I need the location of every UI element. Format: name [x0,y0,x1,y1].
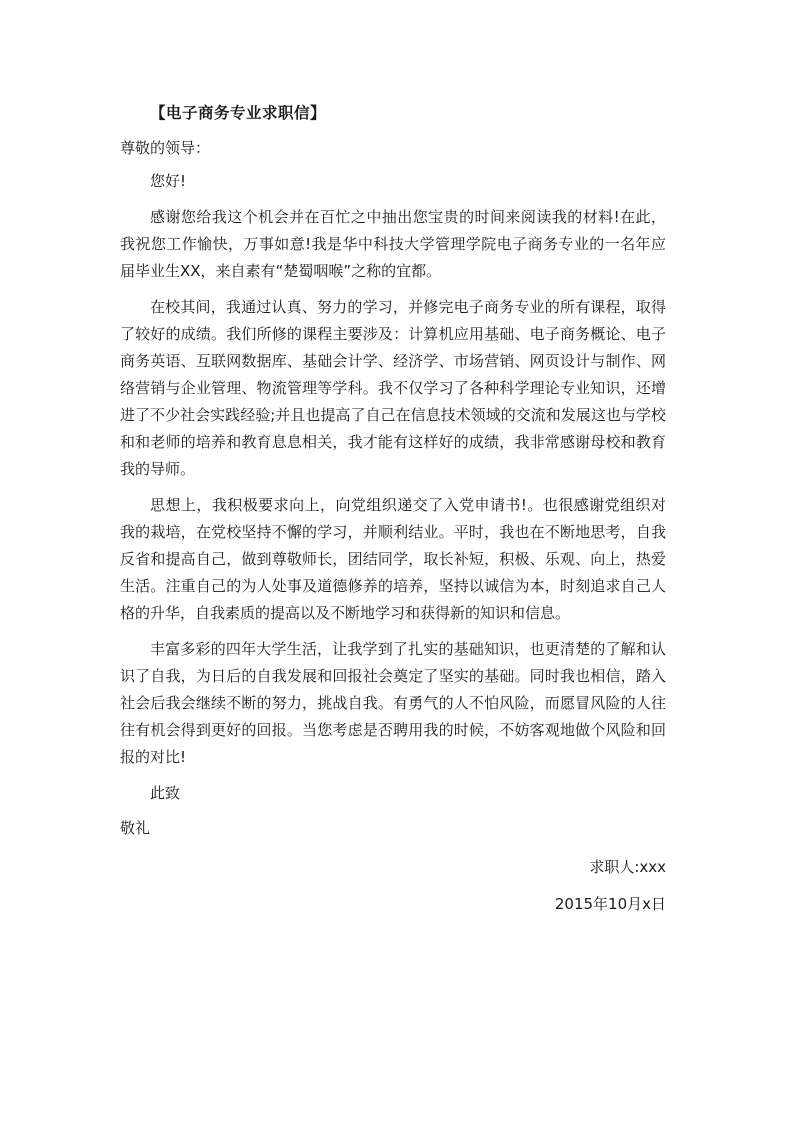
letter-page [120,100,666,928]
body-paragraph-3: 思想上，我积极要求向上，向党组织递交了入党申请书!。也很感谢党组织对我的栽培，在党校坚持不懈的学习，并顺利结业。平时，我也在不断地思考，自我反省和提高自己，做到尊敬师长，团结同学，取长补短，积极、乐观、向上，热爱生活。注重自己的为人处事及道德修养的培养，坚持以诚信为本，时刻追求自己人格的升华，自我素质的提高以及不断地学习和获得新的知识和信息。 [120,496,666,622]
closing: 此致 [150,784,181,802]
body-paragraph-2: 在校其间，我通过认真、努力的学习，并修完电子商务专业的所有课程，取得了较好的成绩。我们所修的课程主要涉及：计算机应用基础、电子商务概论、电子商务英语、互联网数据库、基础会计学、经济学、市场营销、网页设计与制作、网络营销与企业管理、物流管理等学科。我不仅学习了各种科学理论专业知识，还增进了不少社会实践经验;并且也提高了自己在信息技术领域的交流和发展这也与学校和和老师的培养和教育息息相关，我才能有这样好的成绩，我非常感谢母校和教育我的导师。 [120,298,666,478]
greeting: 您好! [150,172,187,190]
letter-title: 【电子商务专业求职信】 [150,104,327,122]
signer: 求职人:xxx [589,858,666,876]
regards: 敬礼 [120,819,151,837]
letter-date: 2015年10月x日 [554,895,666,913]
body-paragraph-1: 感谢您给我这个机会并在百忙之中抽出您宝贵的时间来阅读我的材料!在此，我祝您工作愉快，万事如意!我是华中科技大学管理学院电子商务专业的一名年应届毕业生XX，来自素有“楚蜀咽喉”之称的宜都。 [120,208,666,280]
body-paragraph-4: 丰富多彩的四年大学生活，让我学到了扎实的基础知识，也更清楚的了解和认识了自我，为日后的自我发展和回报社会奠定了坚实的基础。同时我也相信，踏入社会后我会继续不断的努力，挑战自我。有勇气的人不怕风险，而愿冒风险的人往往有机会得到更好的回报。当您考虑是否聘用我的时候，不妨客观地做个风险和回报的对比! [120,640,666,766]
salutation: 尊敬的领导： [120,139,211,157]
